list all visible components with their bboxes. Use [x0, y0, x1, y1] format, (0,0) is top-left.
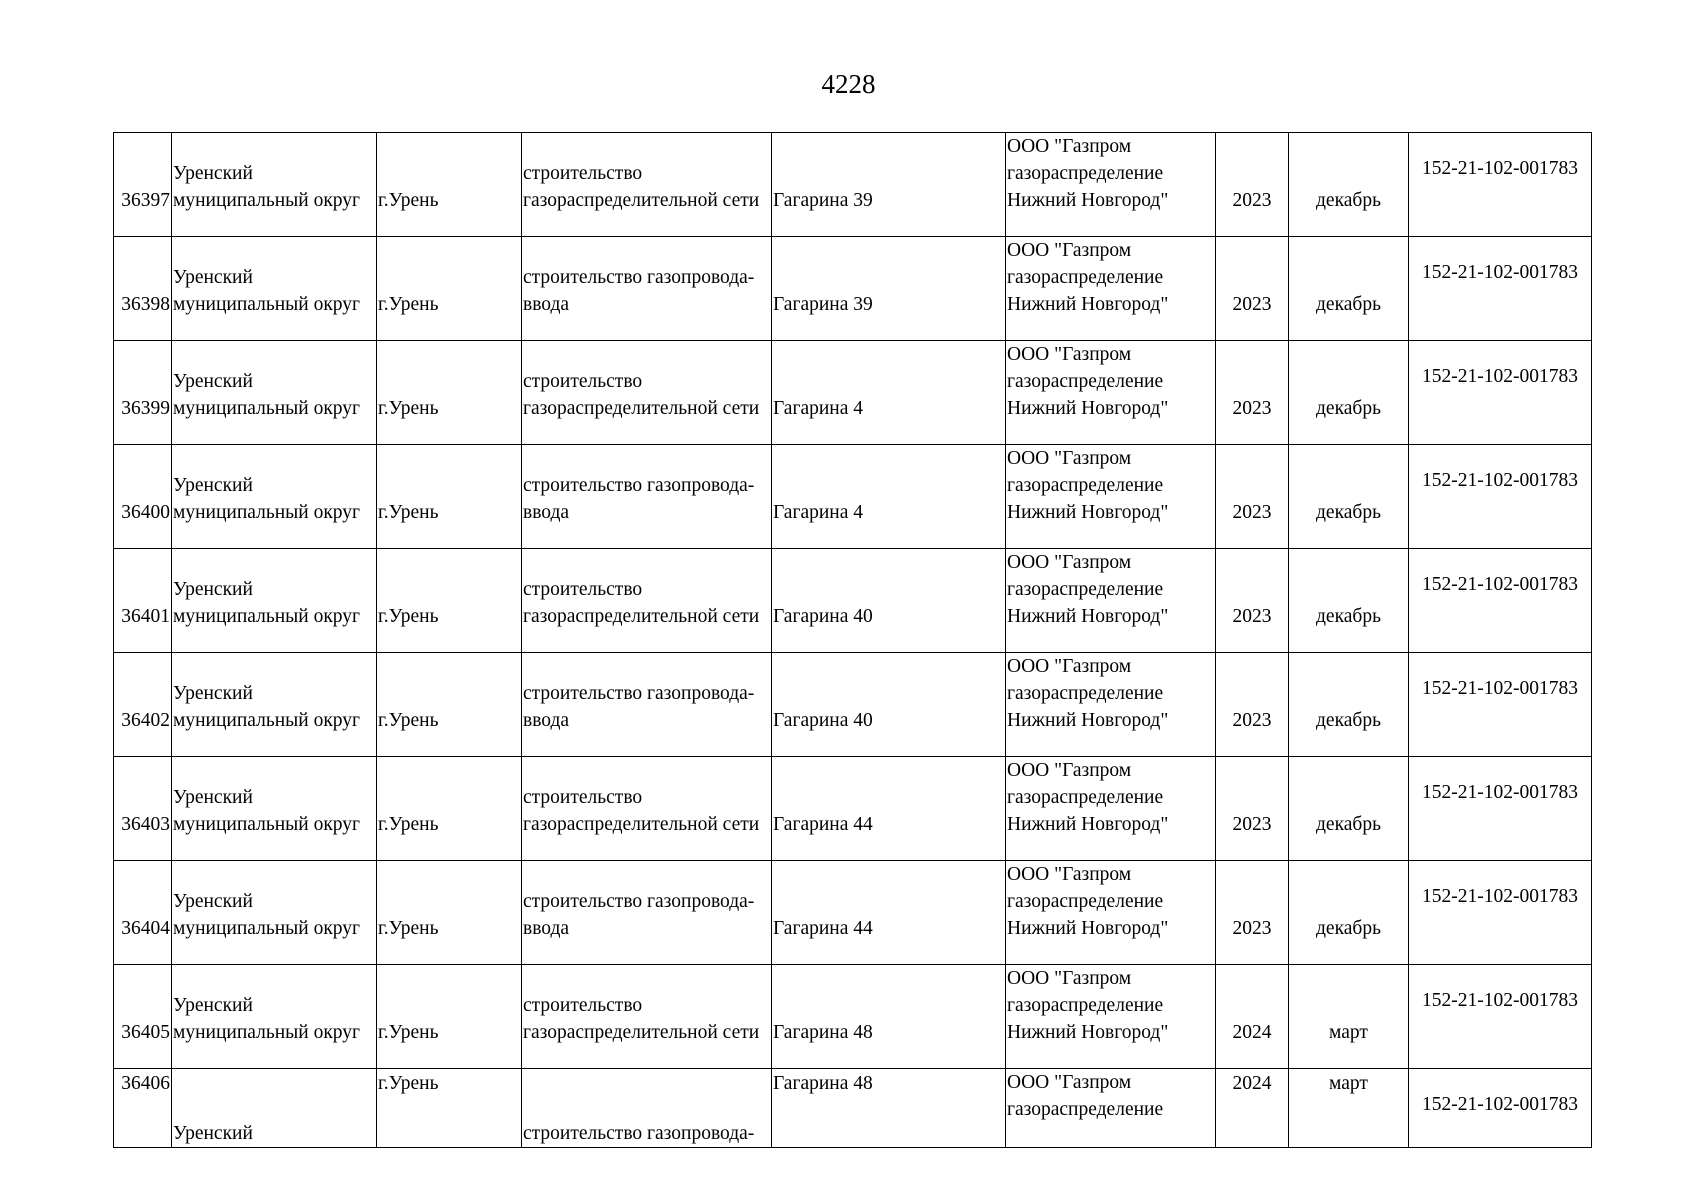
table-row	[114, 1069, 1592, 1148]
month-cell: декабрь	[1289, 237, 1409, 341]
city-cell: г.Урень	[377, 1069, 522, 1148]
municipality-cell-line: муниципальный округ	[173, 502, 361, 523]
organization-cell	[1006, 653, 1216, 757]
row-number: 36398	[114, 237, 172, 341]
month-cell: март	[1289, 965, 1409, 1069]
municipality-cell-line: Уренский	[173, 995, 253, 1016]
organization-cell-line: газораспределение	[1007, 267, 1164, 288]
address-cell: Гагарина 4	[772, 445, 1006, 549]
city-cell: г.Урень	[377, 653, 522, 757]
organization-cell-line: ООО "Газпром	[1007, 656, 1132, 677]
work-type-cell	[522, 549, 772, 653]
work-type-cell	[522, 133, 772, 237]
work-type-cell-line: газораспределительной сети	[523, 606, 760, 627]
work-type-cell-line: строительство	[523, 787, 643, 808]
organization-cell-line: газораспределение	[1007, 683, 1164, 704]
municipality-cell-line: Уренский	[173, 475, 253, 496]
city-cell: г.Урень	[377, 861, 522, 965]
code-cell: 152-21-102-001783	[1409, 237, 1592, 341]
municipality-cell	[172, 445, 377, 549]
work-type-cell-line: строительство	[523, 995, 643, 1016]
table-row	[114, 861, 1592, 965]
work-type-cell-line: ввода	[523, 710, 570, 731]
organization-cell-line: ООО "Газпром	[1007, 552, 1132, 573]
organization-cell	[1006, 445, 1216, 549]
municipality-cell-line: муниципальный округ	[173, 1022, 361, 1043]
municipality-cell-line: Уренский	[173, 579, 253, 600]
work-type-cell	[522, 445, 772, 549]
year-cell: 2024	[1216, 1069, 1289, 1148]
organization-cell	[1006, 757, 1216, 861]
year-cell: 2024	[1216, 965, 1289, 1069]
municipality-cell	[172, 965, 377, 1069]
address-cell: Гагарина 40	[772, 549, 1006, 653]
address-cell: Гагарина 44	[772, 861, 1006, 965]
table-row	[114, 133, 1592, 237]
month-cell: декабрь	[1289, 445, 1409, 549]
organization-cell-line: Нижний Новгород"	[1007, 918, 1169, 939]
municipality-cell-line: Уренский	[173, 163, 253, 184]
code-cell: 152-21-102-001783	[1409, 757, 1592, 861]
work-type-cell-line: строительство	[523, 579, 643, 600]
month-cell: декабрь	[1289, 341, 1409, 445]
work-type-cell	[522, 965, 772, 1069]
registry-table	[113, 132, 1592, 1148]
organization-cell	[1006, 237, 1216, 341]
municipality-cell-line: Уренский	[173, 267, 253, 288]
address-cell: Гагарина 44	[772, 757, 1006, 861]
municipality-cell-line: муниципальный округ	[173, 190, 361, 211]
code-cell: 152-21-102-001783	[1409, 861, 1592, 965]
work-type-cell-line: строительство газопровода-	[523, 267, 755, 288]
organization-cell-line: газораспределение	[1007, 787, 1164, 808]
municipality-cell-line: муниципальный округ	[173, 918, 361, 939]
code-cell: 152-21-102-001783	[1409, 133, 1592, 237]
year-cell: 2023	[1216, 653, 1289, 757]
work-type-cell-line: ввода	[523, 294, 570, 315]
table-row	[114, 965, 1592, 1069]
organization-cell	[1006, 1069, 1216, 1148]
organization-cell-line: газораспределение	[1007, 995, 1164, 1016]
organization-cell-line: ООО "Газпром	[1007, 760, 1132, 781]
address-cell: Гагарина 48	[772, 965, 1006, 1069]
code-cell: 152-21-102-001783	[1409, 965, 1592, 1069]
row-number: 36406	[114, 1069, 172, 1148]
organization-cell-line: Нижний Новгород"	[1007, 606, 1169, 627]
municipality-cell-line: муниципальный округ	[173, 398, 361, 419]
code-cell: 152-21-102-001783	[1409, 653, 1592, 757]
organization-cell-line: газораспределение	[1007, 579, 1164, 600]
row-number: 36404	[114, 861, 172, 965]
work-type-cell-line: газораспределительной сети	[523, 190, 760, 211]
work-type-cell-line: газораспределительной сети	[523, 1022, 760, 1043]
address-cell: Гагарина 39	[772, 133, 1006, 237]
organization-cell-line: ООО "Газпром	[1007, 968, 1132, 989]
municipality-cell-line: муниципальный округ	[173, 814, 361, 835]
municipality-cell-line: Уренский	[173, 371, 253, 392]
year-cell: 2023	[1216, 549, 1289, 653]
work-type-cell-line: ввода	[523, 502, 570, 523]
code-cell: 152-21-102-001783	[1409, 549, 1592, 653]
city-cell: г.Урень	[377, 757, 522, 861]
table-row	[114, 341, 1592, 445]
city-cell: г.Урень	[377, 341, 522, 445]
row-number: 36402	[114, 653, 172, 757]
address-cell: Гагарина 48	[772, 1069, 1006, 1148]
month-cell: декабрь	[1289, 133, 1409, 237]
organization-cell-line: Нижний Новгород"	[1007, 1022, 1169, 1043]
work-type-cell-line: строительство газопровода-	[523, 683, 755, 704]
organization-cell-line: газораспределение	[1007, 163, 1164, 184]
year-cell: 2023	[1216, 445, 1289, 549]
work-type-cell-line: газораспределительной сети	[523, 814, 760, 835]
code-cell: 152-21-102-001783	[1409, 445, 1592, 549]
work-type-cell	[522, 861, 772, 965]
table-row	[114, 757, 1592, 861]
organization-cell-line: ООО "Газпром	[1007, 136, 1132, 157]
organization-cell-line: газораспределение	[1007, 891, 1164, 912]
municipality-cell-line: муниципальный округ	[173, 606, 361, 627]
row-number: 36399	[114, 341, 172, 445]
year-cell: 2023	[1216, 861, 1289, 965]
work-type-cell-line: газораспределительной сети	[523, 398, 760, 419]
organization-cell-line: газораспределение	[1007, 371, 1164, 392]
organization-cell	[1006, 861, 1216, 965]
organization-cell-line: Нижний Новгород"	[1007, 294, 1169, 315]
city-cell: г.Урень	[377, 965, 522, 1069]
municipality-cell-line: Уренский	[173, 787, 253, 808]
organization-cell	[1006, 133, 1216, 237]
organization-cell-line: Нижний Новгород"	[1007, 190, 1169, 211]
row-number: 36405	[114, 965, 172, 1069]
work-type-cell	[522, 341, 772, 445]
month-cell: март	[1289, 1069, 1409, 1148]
table-row	[114, 653, 1592, 757]
row-number: 36400	[114, 445, 172, 549]
work-type-cell-line: строительство	[523, 163, 643, 184]
city-cell: г.Урень	[377, 133, 522, 237]
organization-cell	[1006, 965, 1216, 1069]
organization-cell-line: газораспределение	[1007, 1099, 1164, 1120]
row-number: 36403	[114, 757, 172, 861]
city-cell: г.Урень	[377, 445, 522, 549]
month-cell: декабрь	[1289, 653, 1409, 757]
municipality-cell	[172, 133, 377, 237]
work-type-cell-line: строительство газопровода-	[523, 475, 755, 496]
address-cell: Гагарина 39	[772, 237, 1006, 341]
municipality-cell	[172, 237, 377, 341]
row-number: 36397	[114, 133, 172, 237]
table-row	[114, 237, 1592, 341]
work-type-cell-line: ввода	[523, 918, 570, 939]
municipality-cell-line: муниципальный округ	[173, 710, 361, 731]
page-number: 4228	[821, 69, 876, 99]
municipality-cell	[172, 341, 377, 445]
organization-cell-line: Нижний Новгород"	[1007, 398, 1169, 419]
organization-cell-line: ООО "Газпром	[1007, 864, 1132, 885]
organization-cell-line: ООО "Газпром	[1007, 1072, 1132, 1093]
organization-cell-line: Нижний Новгород"	[1007, 710, 1169, 731]
municipality-cell	[172, 861, 377, 965]
municipality-cell	[172, 549, 377, 653]
table-row	[114, 445, 1592, 549]
municipality-cell: Уренский	[172, 1069, 377, 1148]
year-cell: 2023	[1216, 341, 1289, 445]
organization-cell-line: ООО "Газпром	[1007, 344, 1132, 365]
municipality-cell	[172, 653, 377, 757]
year-cell: 2023	[1216, 237, 1289, 341]
work-type-cell-line: строительство	[523, 371, 643, 392]
year-cell: 2023	[1216, 133, 1289, 237]
organization-cell-line: ООО "Газпром	[1007, 240, 1132, 261]
row-number: 36401	[114, 549, 172, 653]
municipality-cell-line: Уренский	[173, 683, 253, 704]
table-row	[114, 549, 1592, 653]
work-type-cell-line: строительство газопровода-	[523, 891, 755, 912]
organization-cell	[1006, 341, 1216, 445]
month-cell: декабрь	[1289, 757, 1409, 861]
month-cell: декабрь	[1289, 549, 1409, 653]
work-type-cell	[522, 237, 772, 341]
work-type-cell	[522, 653, 772, 757]
city-cell: г.Урень	[377, 237, 522, 341]
month-cell: декабрь	[1289, 861, 1409, 965]
organization-cell-line: Нижний Новгород"	[1007, 814, 1169, 835]
city-cell: г.Урень	[377, 549, 522, 653]
municipality-cell-line: муниципальный округ	[173, 294, 361, 315]
address-cell: Гагарина 40	[772, 653, 1006, 757]
year-cell: 2023	[1216, 757, 1289, 861]
organization-cell-line: ООО "Газпром	[1007, 448, 1132, 469]
municipality-cell-line: Уренский	[173, 891, 253, 912]
work-type-cell: строительство газопровода-	[522, 1069, 772, 1148]
code-cell: 152-21-102-001783	[1409, 1069, 1592, 1148]
municipality-cell	[172, 757, 377, 861]
organization-cell	[1006, 549, 1216, 653]
organization-cell-line: Нижний Новгород"	[1007, 502, 1169, 523]
organization-cell-line: газораспределение	[1007, 475, 1164, 496]
code-cell: 152-21-102-001783	[1409, 341, 1592, 445]
work-type-cell	[522, 757, 772, 861]
address-cell: Гагарина 4	[772, 341, 1006, 445]
